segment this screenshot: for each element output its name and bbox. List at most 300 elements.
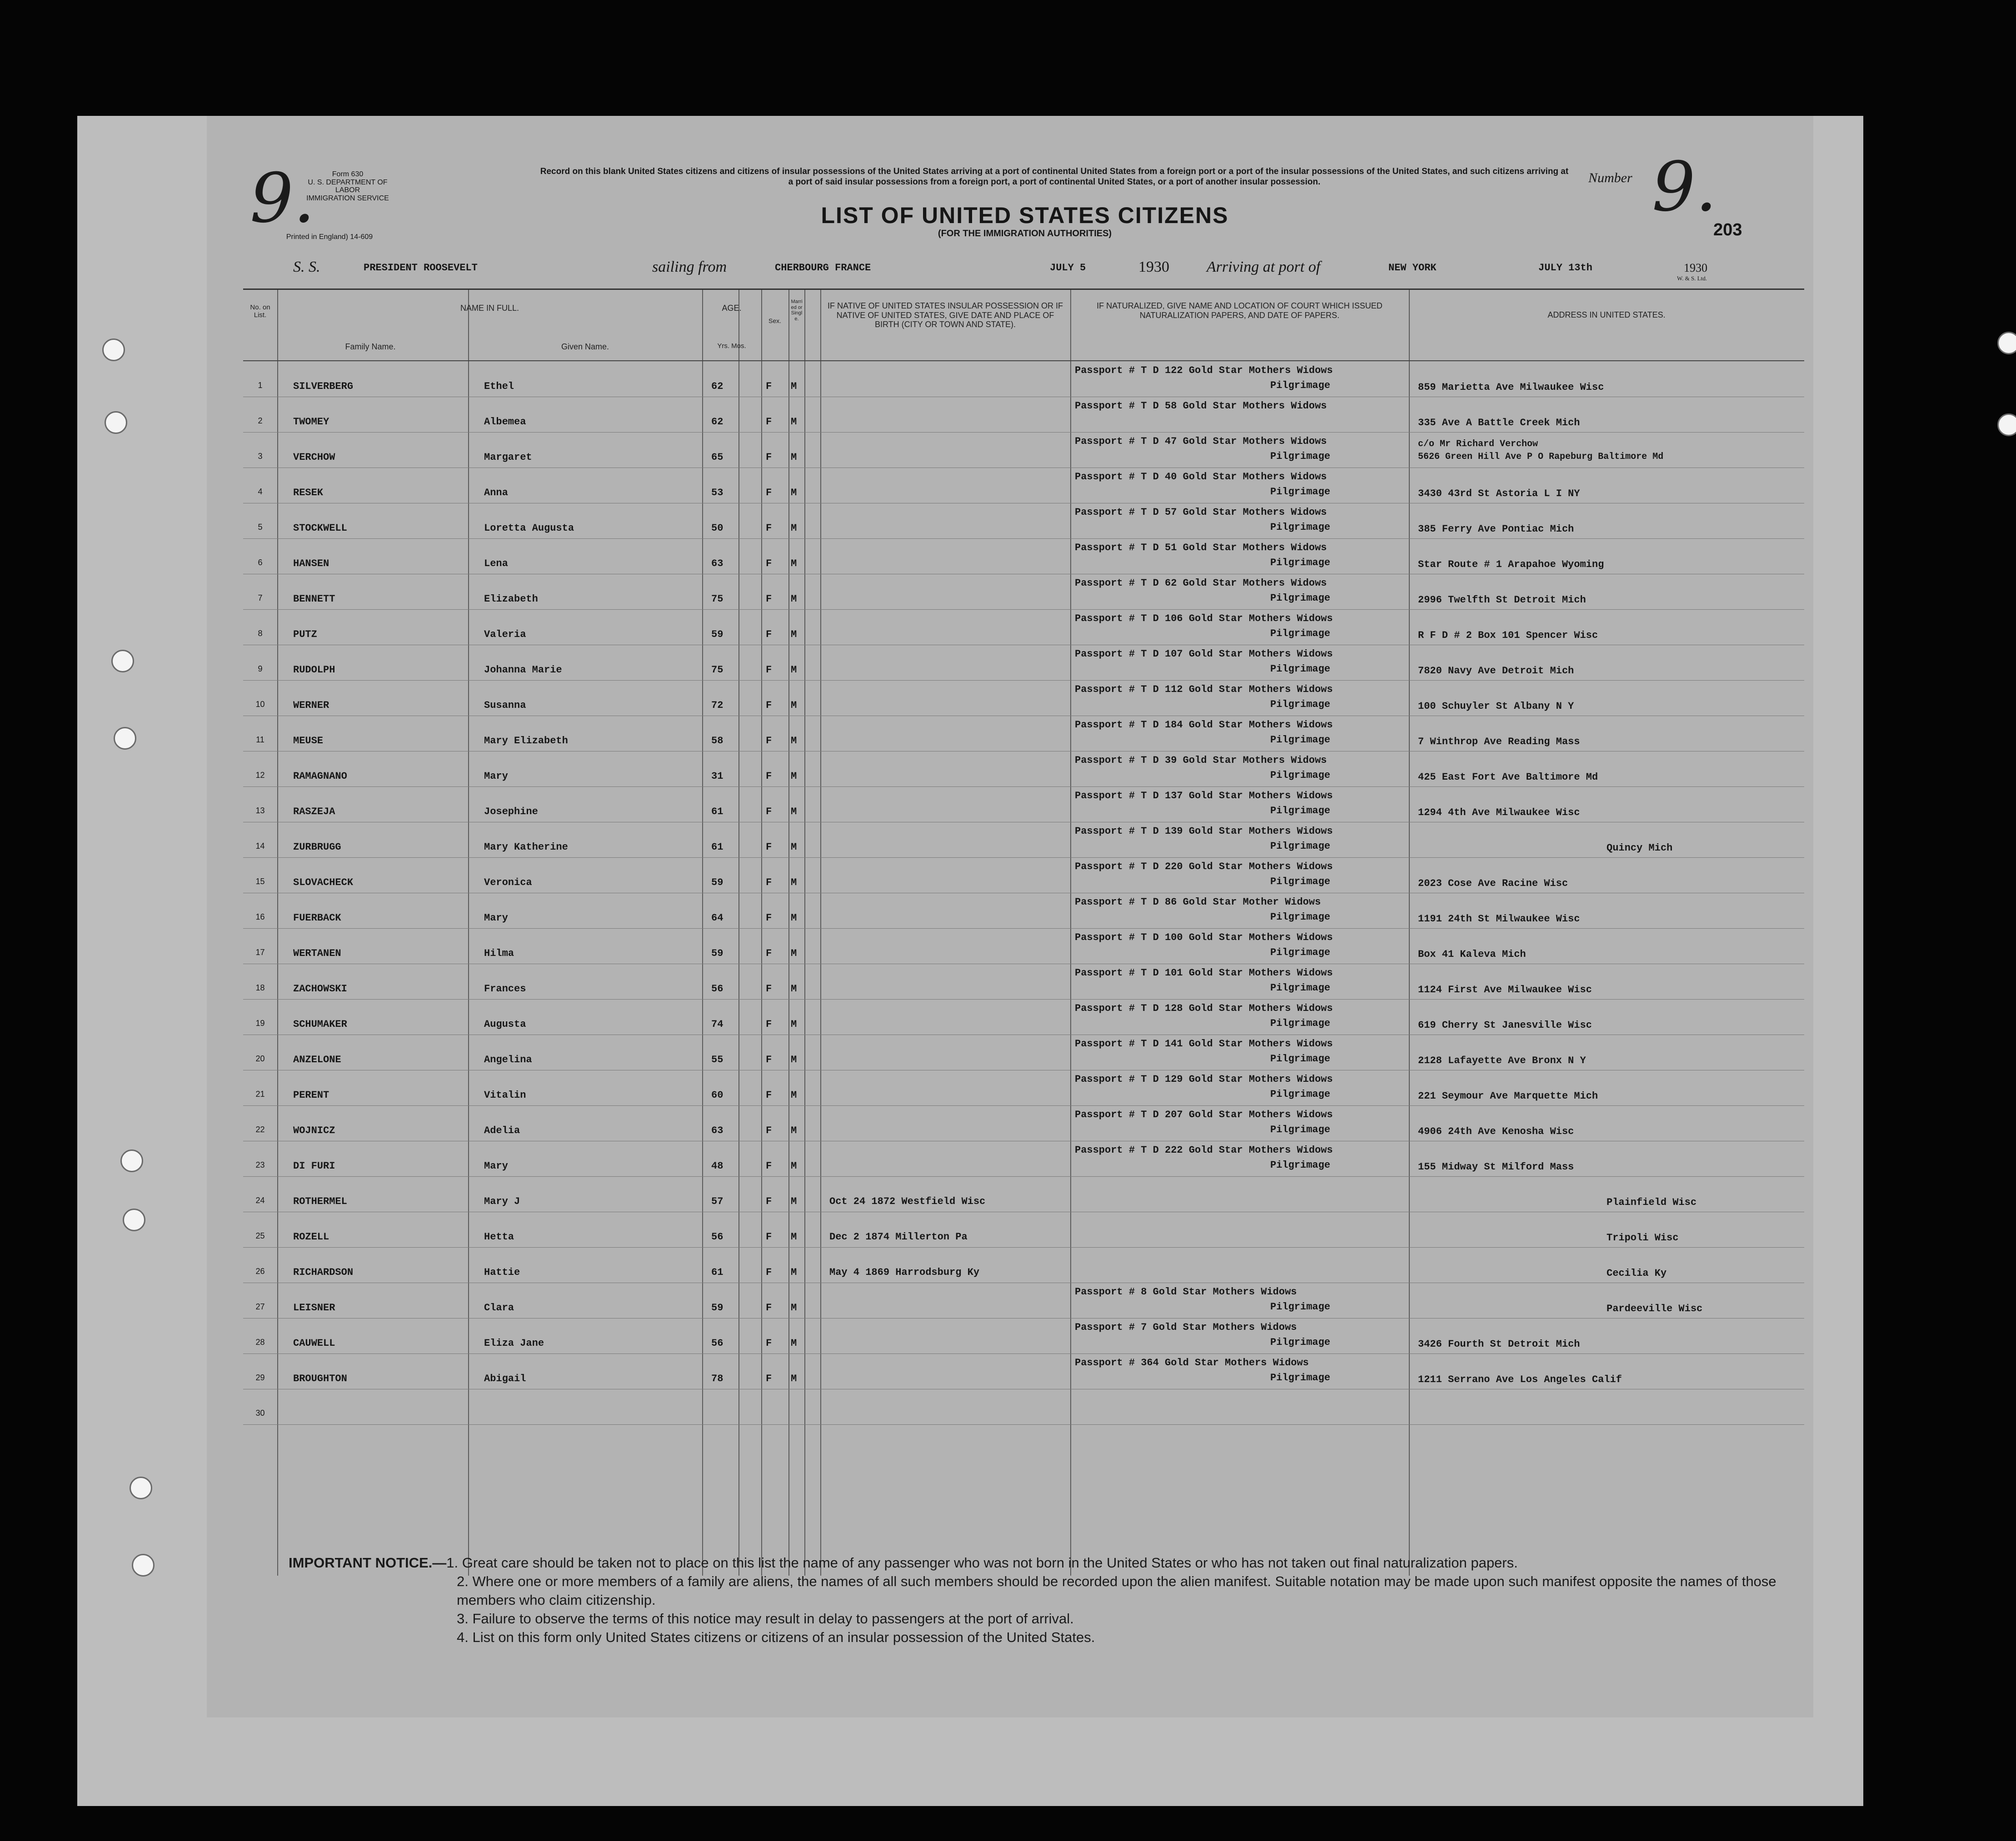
row-number: 2 [258,416,263,425]
row-rule [243,1176,1804,1177]
row-number: 8 [258,629,263,638]
age: 56 [711,1231,724,1243]
row-number: 24 [255,1196,265,1205]
pilgrimage-note: Pilgrimage [1270,1372,1331,1383]
sailing-from-label: sailing from [652,259,727,275]
row-number: 6 [258,558,263,567]
family-name: LEISNER [293,1302,335,1314]
row-rule [243,432,1804,433]
col-header-family: Family Name. [345,342,396,351]
passport-info: Passport # T D 86 Gold Star Mother Widows [1075,896,1321,908]
punch-hole [132,1554,155,1577]
given-name: Hilma [484,948,514,959]
row-number: 7 [258,593,263,602]
given-name: Clara [484,1302,514,1314]
sex: F [766,664,772,676]
row-rule [243,1424,1804,1425]
passport-info: Passport # T D 58 Gold Star Mothers Widows [1075,400,1327,412]
ship-prefix: S. S. [293,259,320,275]
passport-info: Passport # T D 107 Gold Star Mothers Widows [1075,648,1333,660]
address: 7 Winthrop Ave Reading Mass [1418,736,1580,747]
pilgrimage-note: Pilgrimage [1270,522,1331,533]
given-name: Hattie [484,1267,520,1278]
family-name: SLOVACHECK [293,877,354,888]
col-header-age: AGE. [722,304,742,313]
sex: F [766,912,772,924]
col-rule [761,290,762,1576]
age: 78 [711,1373,724,1384]
family-name: RASZEJA [293,806,335,817]
sex: F [766,1302,772,1314]
row-rule [243,999,1804,1000]
family-name: ANZELONE [293,1054,341,1065]
row-number: 5 [258,522,263,532]
sex: F [766,452,772,463]
age: 57 [711,1196,724,1207]
sex: F [766,877,772,888]
age: 72 [711,700,724,711]
family-name: SILVERBERG [293,381,354,392]
address: Quincy Mich [1607,842,1673,854]
given-name: Frances [484,983,526,995]
age: 59 [711,948,724,959]
passport-info: Passport # 8 Gold Star Mothers Widows [1075,1286,1297,1298]
row-number: 29 [255,1373,265,1382]
row-number: 30 [255,1408,265,1418]
row-number: 16 [255,912,265,921]
family-name: ZURBRUGG [293,841,341,853]
sailing-from: CHERBOURG FRANCE [775,262,871,274]
col-rule [820,290,821,1576]
sex: F [766,1125,772,1136]
given-name: Susanna [484,700,526,711]
row-number: 10 [255,700,265,709]
sail-year: 1930 [1138,259,1169,275]
sex: F [766,841,772,853]
punch-hole [114,727,136,750]
manifest-page [207,116,1813,1717]
col-header-naturalized: IF NATURALIZED, GIVE NAME AND LOCATION OF COURT WHICH ISSUED NATURALIZATION PAPERS, AND DATE OF PAPERS. [1097,301,1382,320]
family-name: PERENT [293,1090,329,1101]
row-number: 1 [258,381,263,390]
page-subtitle: (FOR THE IMMIGRATION AUTHORITIES) [938,229,1112,239]
age: 53 [711,487,724,498]
address: R F D # 2 Box 101 Spencer Wisc [1418,630,1598,641]
number-handwritten: 9. [1652,148,1717,227]
pilgrimage-note: Pilgrimage [1270,947,1331,958]
family-name: BENNETT [293,593,335,605]
pilgrimage-note: Pilgrimage [1270,451,1331,462]
notice-lead: IMPORTANT NOTICE.— [289,1555,447,1571]
marital-status: M [791,1231,797,1243]
age: 65 [711,452,724,463]
row-number: 25 [255,1231,265,1240]
family-name: FUERBACK [293,912,341,924]
family-name: SCHUMAKER [293,1019,347,1030]
given-name: Mary [484,771,508,782]
passenger-table [243,289,1804,1576]
col-rule [277,290,278,1576]
row-number: 14 [255,841,265,851]
row-number: 28 [255,1338,265,1347]
passport-info: Passport # T D 47 Gold Star Mothers Widows [1075,436,1327,447]
pilgrimage-note: Pilgrimage [1270,1018,1331,1029]
family-name: PUTZ [293,629,317,640]
sex: F [766,487,772,498]
row-rule [243,1318,1804,1319]
col-rule [1070,290,1071,1576]
address: 1124 First Ave Milwaukee Wisc [1418,984,1592,995]
given-name: Augusta [484,1019,526,1030]
row-number: 11 [256,735,264,744]
marital-status: M [791,1090,797,1101]
row-rule [243,786,1804,787]
address: Plainfield Wisc [1607,1197,1697,1208]
marital-status: M [791,735,797,746]
address: 2996 Twelfth St Detroit Mich [1418,594,1586,606]
marital-status: M [791,1338,797,1349]
passport-info: Passport # 364 Gold Star Mothers Widows [1075,1357,1309,1368]
punch-hole [130,1477,152,1499]
pilgrimage-note: Pilgrimage [1270,770,1331,781]
row-rule [243,609,1804,610]
row-number: 20 [255,1054,265,1063]
given-name: Mary Katherine [484,841,568,853]
sex: F [766,593,772,605]
family-name: STOCKWELL [293,522,347,534]
address: 385 Ferry Ave Pontiac Mich [1418,523,1574,535]
address: 425 East Fort Ave Baltimore Md [1418,771,1598,783]
punch-hole [1997,332,2016,354]
marital-status: M [791,1196,797,1207]
age: 55 [711,1054,724,1065]
row-number: 18 [255,983,265,992]
pilgrimage-note: Pilgrimage [1270,699,1331,710]
address: c/o Mr Richard Verchow 5626 Green Hill Ave P O Rapeburg Baltimore Md [1418,439,1664,462]
sex: F [766,771,772,782]
marital-status: M [791,877,797,888]
passport-info: Passport # T D 100 Gold Star Mothers Widows [1075,932,1333,943]
given-name: Abigail [484,1373,526,1384]
row-number: 26 [255,1267,265,1276]
family-name: ROZELL [293,1231,329,1243]
passport-info: Passport # T D 39 Gold Star Mothers Widows [1075,755,1327,766]
family-name: BROUGHTON [293,1373,347,1384]
marital-status: M [791,1160,797,1172]
address: 1294 4th Ave Milwaukee Wisc [1418,807,1580,818]
given-name: Angelina [484,1054,532,1065]
col-header-married: Married or Single. [791,299,803,322]
row-number: 21 [255,1090,265,1099]
instructions: Record on this blank United States citizens and citizens of insular possessions of the United States arriving at a port of continental United States from a foreign port or a port of the insular possessions of the United States, and such citizens arriving at a port of said insular possessions from a foreign port, a port of continental United States, or a port of another insular possession. [540,167,1569,187]
marital-status: M [791,983,797,995]
sex: F [766,735,772,746]
passport-info: Passport # T D 220 Gold Star Mothers Widows [1075,861,1333,872]
pilgrimage-note: Pilgrimage [1270,1124,1331,1135]
birth-info: Oct 24 1872 Westfield Wisc [829,1196,986,1207]
marital-status: M [791,452,797,463]
passport-info: Passport # T D 141 Gold Star Mothers Widows [1075,1038,1333,1050]
passport-info: Passport # T D 184 Gold Star Mothers Widows [1075,719,1333,731]
sex: F [766,1267,772,1278]
row-rule [243,928,1804,929]
sex: F [766,1231,772,1243]
arriving-label: Arriving at port of [1207,259,1321,275]
sex: F [766,416,772,428]
col-rule [468,290,469,1576]
marital-status: M [791,1302,797,1314]
given-name: Mary Elizabeth [484,735,568,746]
pilgrimage-note: Pilgrimage [1270,805,1331,816]
sex: F [766,948,772,959]
age: 56 [711,983,724,995]
printed-note: Printed in England) 14-609 [286,233,373,241]
family-name: MEUSE [293,735,324,746]
age: 64 [711,912,724,924]
pilgrimage-note: Pilgrimage [1270,486,1331,498]
given-name: Mary [484,1160,508,1172]
sex: F [766,700,772,711]
col-header-address: ADDRESS IN UNITED STATES. [1547,310,1666,319]
sex: F [766,1160,772,1172]
age: 62 [711,381,724,392]
pilgrimage-note: Pilgrimage [1270,876,1331,887]
age: 59 [711,1302,724,1314]
marital-status: M [791,522,797,534]
pilgrimage-note: Pilgrimage [1270,663,1331,675]
birth-info: May 4 1869 Harrodsburg Ky [829,1267,980,1278]
age: 50 [711,522,724,534]
row-number: 15 [255,877,265,886]
sex: F [766,806,772,817]
given-name: Mary [484,912,508,924]
row-rule [243,1105,1804,1106]
col-header-no: No. on List. [250,304,270,319]
punch-hole [105,411,127,434]
family-name: ROTHERMEL [293,1196,347,1207]
family-name: RESEK [293,487,324,498]
age: 75 [711,664,724,676]
passport-info: Passport # T D 222 Gold Star Mothers Widows [1075,1144,1333,1156]
passport-info: Passport # T D 137 Gold Star Mothers Widows [1075,790,1333,801]
passport-info: Passport # T D 57 Gold Star Mothers Widows [1075,507,1327,518]
passport-info: Passport # T D 40 Gold Star Mothers Widows [1075,471,1327,483]
family-name: VERCHOW [293,452,335,463]
age: 61 [711,1267,724,1278]
address: 1191 24th St Milwaukee Wisc [1418,913,1580,925]
marital-status: M [791,948,797,959]
row-number: 9 [258,664,263,673]
pilgrimage-note: Pilgrimage [1270,982,1331,994]
important-notice [289,1554,1788,1647]
given-name: Albemea [484,416,526,428]
sex: F [766,1373,772,1384]
passport-info: Passport # 7 Gold Star Mothers Widows [1075,1322,1297,1333]
passport-info: Passport # T D 139 Gold Star Mothers Widows [1075,826,1333,837]
marital-status: M [791,487,797,498]
given-name: Elizabeth [484,593,538,605]
number-label: Number [1588,170,1632,185]
family-name: HANSEN [293,558,329,569]
marital-status: M [791,558,797,569]
sex: F [766,1054,772,1065]
marital-status: M [791,841,797,853]
marital-status: M [791,1054,797,1065]
row-number: 12 [255,771,265,780]
list-number-handwritten: 9. [250,159,315,238]
row-rule [243,1353,1804,1354]
sex: F [766,983,772,995]
address: 335 Ave A Battle Creek Mich [1418,417,1580,428]
row-rule [243,857,1804,858]
col-header-birth: IF NATIVE OF UNITED STATES INSULAR POSSESSION OR IF NATIVE OF UNITED STATES, GIVE DATE AND PLACE OF BIRTH (CITY OR TOWN AND STATE). [827,301,1063,329]
col-rule [1409,290,1410,1576]
marital-status: M [791,771,797,782]
given-name: Lena [484,558,508,569]
given-name: Mary J [484,1196,520,1207]
punch-hole [102,338,125,361]
given-name: Veronica [484,877,532,888]
address: Star Route # 1 Arapahoe Wyoming [1418,559,1604,570]
pilgrimage-note: Pilgrimage [1270,1053,1331,1065]
pilgrimage-note: Pilgrimage [1270,628,1331,639]
marital-status: M [791,593,797,605]
row-rule [243,1247,1804,1248]
address: 3430 43rd St Astoria L I NY [1418,488,1580,499]
address: 3426 Fourth St Detroit Mich [1418,1338,1580,1350]
pilgrimage-note: Pilgrimage [1270,1089,1331,1100]
age: 31 [711,771,724,782]
notice-item-2: 2. Where one or more members of a family are aliens, the names of all such members should be recorded upon the alien manifest. Suitable notation may be made upon such manifest opposite the names of those members who claim citizenship. [457,1573,1776,1608]
marital-status: M [791,381,797,392]
pilgrimage-note: Pilgrimage [1270,557,1331,568]
family-name: WERNER [293,700,329,711]
col-header-yrs-mos: Yrs. Mos. [717,342,746,350]
age: 48 [711,1160,724,1172]
address: Pardeeville Wisc [1607,1303,1703,1314]
col-rule [788,290,789,1576]
address: 155 Midway St Milford Mass [1418,1161,1574,1173]
address: 4906 24th Ave Kenosha Wisc [1418,1126,1574,1137]
col-rule [804,290,805,1576]
given-name: Valeria [484,629,526,640]
address: 619 Cherry St Janesville Wisc [1418,1020,1592,1031]
marital-status: M [791,912,797,924]
row-number: 3 [258,452,263,461]
notice-item-3: 3. Failure to observe the terms of this notice may result in delay to passengers at the port of arrival. [457,1610,1074,1627]
passport-info: Passport # T D 62 Gold Star Mothers Widows [1075,577,1327,589]
sex: F [766,558,772,569]
family-name: RUDOLPH [293,664,335,676]
page-number: 203 [1713,220,1742,239]
marital-status: M [791,1373,797,1384]
given-name: Ethel [484,381,514,392]
age: 61 [711,806,724,817]
birth-info: Dec 2 1874 Millerton Pa [829,1231,968,1243]
passport-info: Passport # T D 207 Gold Star Mothers Widows [1075,1109,1333,1120]
family-name: RAMAGNANO [293,771,347,782]
notice-item-4: 4. List on this form only United States citizens or citizens of an insular possession of the United States. [457,1629,1095,1645]
ship-line [207,252,1813,284]
marital-status: M [791,1125,797,1136]
address: 2023 Cose Ave Racine Wisc [1418,878,1568,889]
passport-info: Passport # T D 51 Gold Star Mothers Widows [1075,542,1327,553]
passport-info: Passport # T D 128 Gold Star Mothers Widows [1075,1003,1333,1014]
form-block: Form 630 U. S. DEPARTMENT OF LABOR IMMIGRATION SERVICE [306,170,389,202]
row-number: 17 [255,948,265,957]
punch-hole [111,650,134,672]
marital-status: M [791,1019,797,1030]
sex: F [766,1019,772,1030]
marital-status: M [791,629,797,640]
col-header-sex: Sex. [768,317,781,324]
given-name: Adelia [484,1125,520,1136]
address: Cecilia Ky [1607,1268,1667,1279]
pilgrimage-note: Pilgrimage [1270,734,1331,746]
marital-status: M [791,416,797,428]
pilgrimage-note: Pilgrimage [1270,1301,1331,1313]
sex: F [766,1090,772,1101]
pilgrimage-note: Pilgrimage [1270,380,1331,391]
age: 59 [711,877,724,888]
col-header-name: NAME IN FULL. [460,304,519,313]
row-number: 22 [255,1125,265,1134]
notice-item-1: 1. Great care should be taken not to place on this list the name of any passenger who was not born in the United States or who has not taken out final naturalization papers. [446,1555,1518,1571]
age: 58 [711,735,724,746]
header-rule [243,360,1804,361]
address: Tripoli Wisc [1607,1232,1679,1244]
passport-info: Passport # T D 101 Gold Star Mothers Widows [1075,967,1333,979]
pilgrimage-note: Pilgrimage [1270,1159,1331,1171]
sex: F [766,629,772,640]
marital-status: M [791,700,797,711]
row-number: 19 [255,1019,265,1028]
passport-info: Passport # T D 106 Gold Star Mothers Widows [1075,613,1333,624]
given-name: Hetta [484,1231,514,1243]
pilgrimage-note: Pilgrimage [1270,841,1331,852]
pilgrimage-note: Pilgrimage [1270,911,1331,923]
age: 63 [711,1125,724,1136]
row-number: 23 [255,1160,265,1169]
address: 2128 Lafayette Ave Bronx N Y [1418,1055,1586,1066]
passport-info: Passport # T D 112 Gold Star Mothers Widows [1075,684,1333,695]
family-name: WOJNICZ [293,1125,335,1136]
arrival-year: 1930 [1684,261,1707,274]
given-name: Eliza Jane [484,1338,544,1349]
age: 60 [711,1090,724,1101]
family-name: ZACHOWSKI [293,983,347,995]
arrival-date: JULY 13th [1538,262,1592,274]
punch-hole [120,1149,143,1172]
given-name: Margaret [484,452,532,463]
given-name: Vitalin [484,1090,526,1101]
age: 74 [711,1019,724,1030]
age: 62 [711,416,724,428]
punch-hole [1997,413,2016,436]
sex: F [766,1196,772,1207]
page-title: LIST OF UNITED STATES CITIZENS [821,203,1229,228]
marital-status: M [791,1267,797,1278]
given-name: Johanna Marie [484,664,562,676]
passport-info: Passport # T D 129 Gold Star Mothers Widows [1075,1074,1333,1085]
arrival-port: NEW YORK [1388,262,1437,274]
given-name: Josephine [484,806,538,817]
given-name: Loretta Augusta [484,522,574,534]
address: Box 41 Kaleva Mich [1418,949,1526,960]
age: 59 [711,629,724,640]
pilgrimage-note: Pilgrimage [1270,1337,1331,1348]
sex: F [766,1338,772,1349]
